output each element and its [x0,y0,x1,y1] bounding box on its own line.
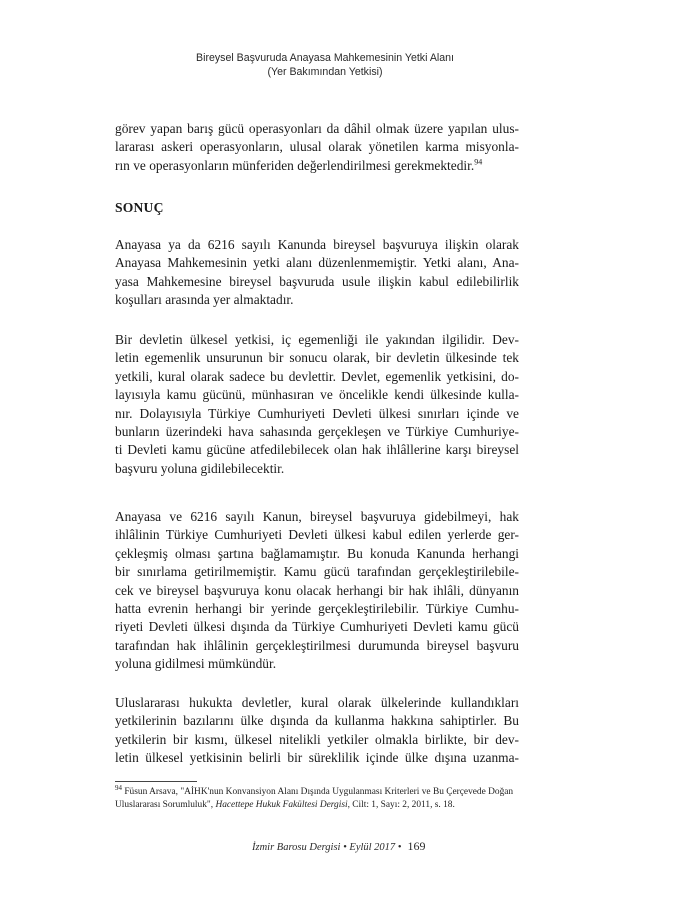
text-line: Uluslararası hukukta devletler, kural olarak ülkelerinde kullandıkları [115,695,519,710]
text-line: yoluna gidilmesi mümkündür. [115,656,277,672]
text-line: koşulları arasında yer almaktadır. [115,292,294,308]
paragraph-conclusion-2 [115,331,519,478]
text-line: Bir devletin ülkesel yetkisi, iç egemenliği ile yakından ilgilidir. Dev- [115,332,519,347]
footnote-divider [115,781,197,782]
text-line: başvuru yoluna gidilebilecektir. [115,460,285,476]
text-line: letin egemenlik unsurunun bir sonucu olarak, bir devletin ülkesinde tek [115,350,519,366]
text-line: yetkili, kural olarak sadece bu devlettir. Devlet, egemenlik yetkisini, do- [115,368,519,384]
paragraph-conclusion-1 [115,236,519,310]
text-line: çekleşmiş olması şartına bağlamamıştır. Bu konuda Kanunda herhangi [115,545,519,561]
text-line: yetkilerinin bazılarını ülke dışında da kullanma hakkına sahiptirler. Bu [115,713,519,729]
text-line: cek ve bireysel başvuruya konu olacak herhangi bir hak ihlâli, dünyanın [115,582,519,598]
footnote-text: Uluslararası Sorumluluk", [115,800,216,810]
footnote-reference[interactable]: 94 [474,157,483,167]
running-header-line-2: (Yer Bakımından Yetkisi) [267,66,383,78]
footnote-line-1 [115,783,525,799]
text-line: nır. Dolayısıyla Türkiye Cumhuriyeti Devleti ülkesi sınırları içinde ve [115,405,519,421]
footnote-text: Füsun Arsava, "AİHK'nun Konvansiyon Alanı Dışında Uygulanması Kriterleri ve Bu Çerçevede Doğan [124,787,514,797]
text-line: bir sınırlama getirilmemiştir. Kamu gücü tarafından gerçekleştirilebile- [115,564,519,580]
footer-journal: İzmir Barosu Dergisi • Eylül 2017 • [252,842,402,853]
text-line: letin ülkesel yetkisinin belirli bir süreklilik içinde ülke dışına uzanma- [115,750,519,766]
paragraph-conclusion-3 [115,508,519,674]
footnote [115,783,525,812]
text-line: görev yapan barış gücü operasyonları da dâhil olmak üzere yapılan ulus- [115,121,519,136]
text-line-with-footnote [115,157,519,175]
text-line: ihlâlinin Türkiye Cumhuriyeti Devleti ülkesi kabul edilen yerlerde ger- [115,527,519,543]
footnote-number: 94 [115,783,122,792]
text-line: lararası askeri operasyonların, ulusal olarak yönetilen karma misyonla- [115,139,519,155]
page-footer [252,839,426,854]
text-line: ti Devleti kamu gücüne atfedilebilecek olan hak ihlâllerine karşı bireysel [115,442,519,458]
text-line: rın ve operasyonların münferiden değerlendirilmesi gerekmektedir. [115,157,475,173]
text-line: riyeti Devleti ülkesi dışında da Türkiye Cumhuriyeti Devleti kamu gücü [115,619,519,635]
section-heading: SONUÇ [115,200,164,215]
footnote-line-2 [115,799,525,812]
page-number: 169 [407,839,426,853]
footnote-text: , Cilt: 1, Sayı: 2, 2011, s. 18. [347,800,455,810]
text-line: layısıyla kamu gücünü, münhasıran ve öncelikle kendi ülkesinde kulla- [115,387,519,403]
running-header-line-1: Bireysel Başvuruda Anayasa Mahkemesinin Yetki Alanı [196,52,454,64]
running-header [150,51,500,79]
text-line: hatta evrenin herhangi bir yerinde gerçekleştirilebilir. Türkiye Cumhu- [115,601,519,617]
paragraph-1 [115,120,519,175]
paragraph-conclusion-4 [115,694,519,768]
text-line: Anayasa ya da 6216 sayılı Kanunda bireysel başvuruya ilişkin olarak [115,237,519,252]
text-line: Anayasa Mahkemesinin yetki alanı düzenlenmemiştir. Yetki alanı, Ana- [115,255,519,271]
text-line: Anayasa ve 6216 sayılı Kanun, bireysel başvuruya gidebilmeyi, hak [115,509,519,524]
text-line: yasa Mahkemesine bireysel başvuruda usule ilişkin kabul edilebilirlik [115,273,519,289]
text-line: bunların üzerindeki hava sahasında gerçekleşen ve Türkiye Cumhuriye- [115,424,519,440]
text-line: yetkilerin bir kısmı, ülkesel nitelikli yetkiler olmakla birlikte, bir dev- [115,731,519,747]
text-line: tarafından hak ihlâlinin gerçekleştirilmesi durumunda bireysel başvuru [115,637,519,653]
footnote-journal-title: Hacettepe Hukuk Fakültesi Dergisi [215,800,348,810]
